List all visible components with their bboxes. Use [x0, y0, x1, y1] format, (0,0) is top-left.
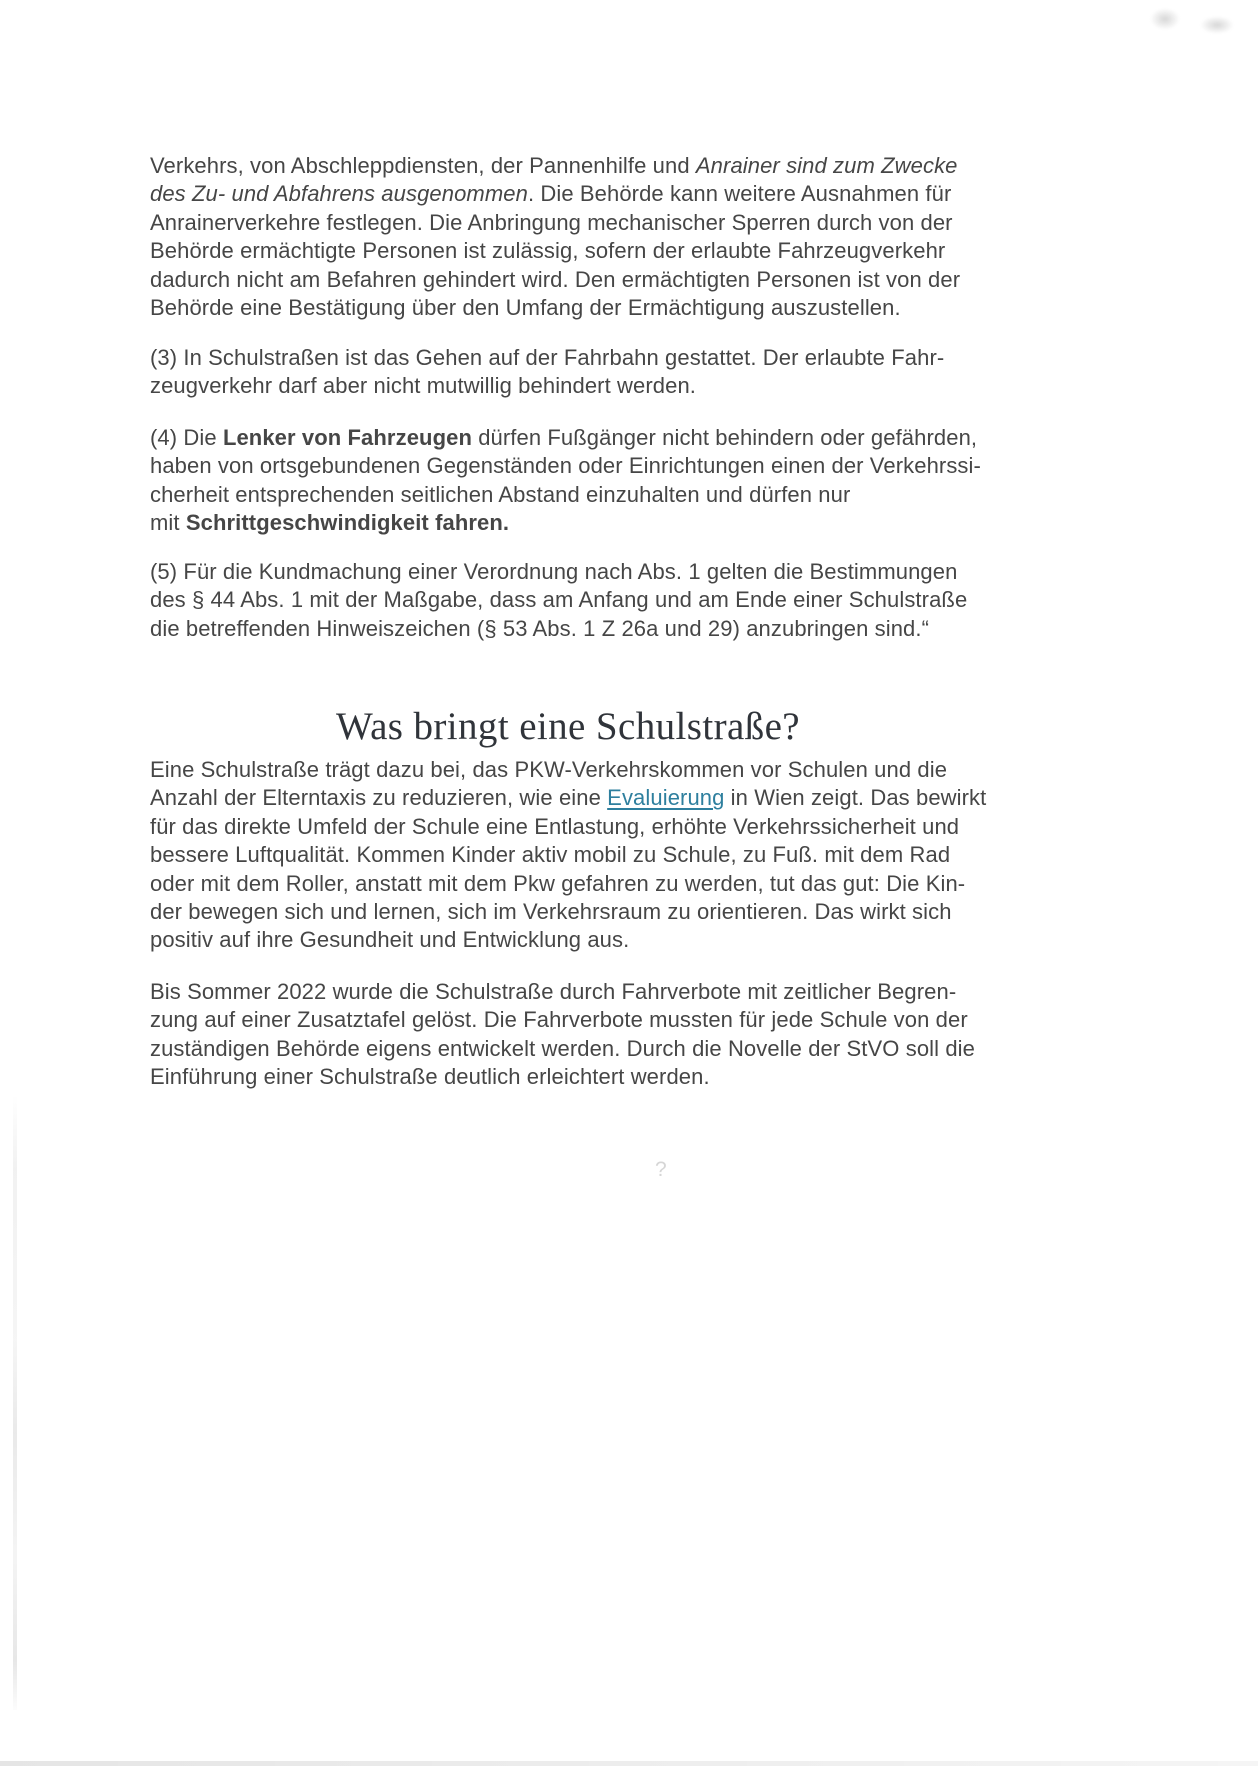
- text-line: zuständigen Behörde eigens entwickelt werden. Durch die Novelle der StVO soll die: [150, 1035, 975, 1061]
- text-run-italic: des Zu- und Abfahrens ausgenommen: [150, 181, 528, 207]
- text-line: (3) In Schulstraßen ist das Gehen auf der Fahrbahn gestattet. Der erlaubte Fahr-: [150, 345, 945, 370]
- text-line: [150, 424, 1020, 452]
- text-run: (4) Die: [150, 425, 223, 450]
- text-line: zung auf einer Zusatztafel gelöst. Die Fahrverbote mussten für jede Schule von der: [150, 1007, 968, 1033]
- scan-artifact-smudge: [1200, 16, 1234, 34]
- text-line: [150, 152, 1020, 180]
- paragraph-abs4: [150, 424, 1020, 538]
- text-line: (5) Für die Kundmachung einer Verordnung nach Abs. 1 gelten die Bestimmungen: [150, 559, 958, 584]
- paragraph-abs2-continuation: [150, 152, 1020, 322]
- text-run-italic: Anrainer sind zum Zwecke: [695, 153, 958, 178]
- text-line: Anrainerverkehre festlegen. Die Anbringung mechanischer Sperren durch von der: [150, 209, 953, 235]
- text-line: [150, 509, 1020, 537]
- evaluierung-link[interactable]: Evaluierung: [607, 785, 725, 811]
- paragraph-abs3: [150, 344, 1020, 401]
- text-run-bold: Lenker von Fahrzeugen: [222, 425, 472, 450]
- text-run: mit: [150, 510, 186, 536]
- text-line: haben von ortsgebundenen Gegenständen oder Einrichtungen einen der Verkehrssi-: [150, 453, 981, 479]
- text-line: cherheit entsprechenden seitlichen Abstand einzuhalten und dürfen nur: [150, 481, 851, 507]
- text-run: Verkehrs, von Abschleppdiensten, der Pannenhilfe und: [150, 153, 696, 178]
- section-heading: Was bringt eine Schulstraße?: [335, 705, 800, 748]
- text-line: Behörde ermächtigte Personen ist zulässig, sofern der erlaubte Fahrzeugverkehr: [150, 238, 946, 264]
- paragraph-abs5: [150, 558, 1020, 643]
- scan-artifact-smudge: [1150, 8, 1180, 30]
- text-line: Eine Schulstraße trägt dazu bei, das PKW-Verkehrskommen vor Schulen und die: [150, 757, 948, 782]
- text-line: oder mit dem Roller, anstatt mit dem Pkw gefahren zu werden, tut das gut: Die Kin-: [150, 870, 966, 896]
- text-line: bessere Luftqualität. Kommen Kinder aktiv mobil zu Schule, zu Fuß. mit dem Rad: [150, 842, 951, 868]
- text-line: dadurch nicht am Befahren gehindert wird. Den ermächtigten Personen ist von der: [150, 266, 961, 292]
- paragraph-article-2: [150, 978, 1020, 1092]
- paragraph-article-1: [150, 756, 1020, 955]
- scan-artifact-faint-glyph: ?: [655, 1158, 667, 1181]
- text-line: für das direkte Umfeld der Schule eine Entlastung, erhöhte Verkehrssicherheit und: [150, 813, 960, 839]
- text-line: Bis Sommer 2022 wurde die Schulstraße durch Fahrverbote mit zeitlicher Begren-: [150, 979, 957, 1004]
- text-line: zeugverkehr darf aber nicht mutwillig behindert werden.: [150, 373, 697, 399]
- scan-artifact-vertical-line: [13, 1095, 17, 1710]
- text-run: dürfen Fußgänger nicht behindern oder gefährden,: [471, 425, 978, 450]
- text-run: Anzahl der Elterntaxis zu reduzieren, wie eine: [150, 785, 608, 811]
- text-line: Einführung einer Schulstraße deutlich erleichtert werden.: [150, 1064, 710, 1090]
- text-line: [150, 784, 1020, 812]
- text-run: . Die Behörde kann weitere Ausnahmen für: [527, 181, 952, 207]
- text-line: [150, 180, 1020, 208]
- scan-artifact-bottom-edge: [0, 1761, 1258, 1766]
- text-line: des § 44 Abs. 1 mit der Maßgabe, dass am Anfang und am Ende einer Schulstraße: [150, 587, 968, 613]
- text-line: positiv auf ihre Gesundheit und Entwicklung aus.: [150, 927, 630, 953]
- text-run: in Wien zeigt. Das bewirkt: [724, 785, 987, 811]
- text-line: der bewegen sich und lernen, sich im Verkehrsraum zu orientieren. Das wirkt sich: [150, 899, 952, 925]
- text-run-bold: Schrittgeschwindigkeit fahren.: [185, 510, 510, 536]
- text-line: Behörde eine Bestätigung über den Umfang der Ermächtigung auszustellen.: [150, 295, 901, 321]
- text-line: die betreffenden Hinweiszeichen (§ 53 Abs. 1 Z 26a und 29) anzubringen sind.“: [150, 615, 930, 641]
